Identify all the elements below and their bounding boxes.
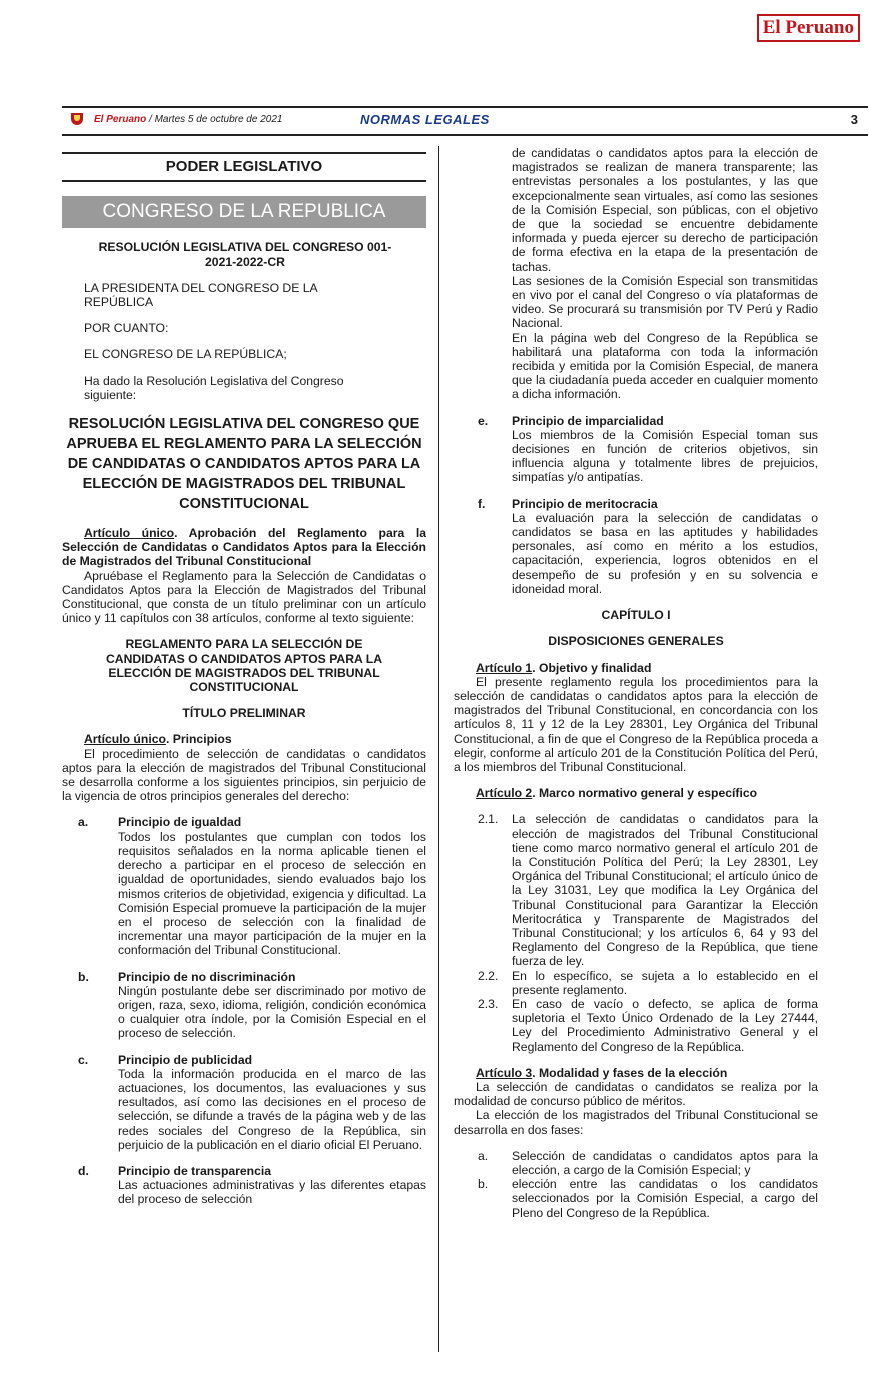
item-text: La evaluación para la selección de candidatas o candidatos se basa en las aptitudes y habilidades personales, así como en mérito a los estudios, capacitación, experiencia, logros obtenidos en el desempeño de su profesión y en su solvencia e idoneidad moral. (512, 510, 818, 596)
art3-item (454, 1149, 818, 1177)
left-column (62, 146, 426, 1352)
titulo-preliminar: TÍTULO PRELIMINAR (182, 706, 306, 721)
continued-text-1: de candidatas o candidatos aptos para la elección de magistrados se realizan de manera transparente; las entrevistas personales a los postulantes, y las que excepcionalmente sean virtuales, así como las sesiones de la Comisión Especial, son públicas, con el objetivo de que la sociedad se encuentre debidamente informada y pueda ejercer su derecho de participación de forma efectiva en la etapa de la presentación de tachas. (512, 146, 818, 274)
item-text: elección entre las candidatas o los candidatos seleccionados por la Comisión Especial, a cargo del Pleno del Congreso de la República. (512, 1177, 818, 1220)
president-line: LA PRESIDENTA DEL CONGRESO DE LA REPÚBLICA (84, 280, 317, 310)
item-label: b. (478, 1177, 489, 1192)
item-label: 2.2. (478, 968, 499, 983)
header-date: / Martes 5 de octubre de 2021 (146, 114, 283, 125)
item-text: Toda la información producida en el marco de las actuaciones, los documentos, las evaluaciones y sus resultados, así como las decisiones en el proceso de selección, se difunde a través de la página web y de las redes sociales del Congreso de la República, sin perjuicio de la publicación en el diario oficial El Peruano. (118, 1066, 426, 1152)
item-label: a. (78, 815, 89, 830)
item-label: 2.1. (478, 812, 499, 827)
item-title: Principio de transparencia (118, 1163, 272, 1178)
congress-banner: CONGRESO DE LA REPUBLICA (62, 196, 426, 228)
art-unico-heading (62, 526, 426, 569)
item-text: Todos los postulantes que cumplan con todos los requisitos señalados en la norma aplicable tienen el derecho a participar en el proceso de selección en igualdad de oportunidades, siendo evaluados bajo los mismos criterios de objetividad, exigencia y dificultad. La Comisión Especial promueve la participación de la mujer en el proceso de selección con la finalidad de incrementar una mayor participación de la mujer en la conformación del Tribunal Constitucional. (118, 829, 426, 958)
page-number: 3 (850, 112, 858, 127)
coat-of-arms-icon (68, 111, 86, 129)
principle-item (62, 970, 426, 1041)
art2-heading (454, 786, 818, 800)
item-text: Ningún postulante debe ser discriminado por motivo de origen, raza, sexo, idioma, religión, condición económica o cualquier otra índole, por la Comisión Especial en el proceso de selección. (118, 983, 426, 1041)
principios-heading (62, 732, 426, 746)
item-text: Las actuaciones administrativas y las diferentes etapas del proceso de selección (118, 1178, 426, 1207)
art2-title: . Marco normativo general y específico (532, 786, 758, 801)
big-resolution-title: RESOLUCIÓN LEGISLATIVA DEL CONGRESO QUE APRUEBA EL REGLAMENTO PARA LA SELECCIÓN DE CANDIDATAS O CANDIDATOS APTOS PARA LA ELECCIÓN DE MAGISTRADOS DEL TRIBUNAL CONSTITUCIONAL (66, 416, 422, 513)
principios-text: El procedimiento de selección de candidatas o candidatos aptos para la elección de magistrados del Tribunal Constitucional se desarrolla conforme a los siguientes principios, sin perjuicio de la vigencia de otros principios generales del derecho: (62, 746, 426, 804)
continued-text-2: Las sesiones de la Comisión Especial son transmitidas en vivo por el canal del Congreso o vía plataformas de video. Se procurará su transmisión por TV Perú y Radio Nacional. (512, 273, 818, 331)
header-publication (94, 114, 282, 125)
art-unico-text: Apruébase el Reglamento para la Selección de Candidatas o Candidatos Aptos para la Elección de Magistrados del Tribunal Constitucional, que consta de un título preliminar con un artículo único y 11 capítulos con 38 artículos, conforme al texto siguiente: (62, 568, 426, 626)
item-label: f. (478, 496, 486, 511)
page-header (62, 106, 868, 136)
art2-label: Artículo 2 (476, 786, 533, 801)
art3-label: Artículo 3 (476, 1065, 533, 1080)
right-column (454, 146, 818, 1352)
art3-item (454, 1177, 818, 1220)
art3-heading (454, 1066, 818, 1080)
principle-item (62, 815, 426, 957)
item-label: e. (478, 413, 489, 428)
principle-item (62, 1053, 426, 1152)
resolution-title: RESOLUCIÓN LEGISLATIVA DEL CONGRESO 001-2021-2022-CR (98, 240, 392, 269)
principle-item (454, 497, 818, 596)
art1-title: . Objetivo y finalidad (532, 660, 652, 675)
item-title: Principio de no discriminación (118, 969, 296, 984)
item-text: En caso de vacío o defecto, se aplica de forma supletoria el Texto Único Ordenado de la Ley 27444, Ley del Procedimiento Administrativo General y el Reglamento del Congreso de la República. (512, 996, 818, 1054)
art2-item (454, 997, 818, 1054)
art1-heading (454, 661, 818, 675)
principle-item (62, 1164, 426, 1207)
continued-text-3: En la página web del Congreso de la República se habilitará una plataforma con toda la información recibida y emitida por la Comisión Especial, de manera que la ciudadanía pueda acceder en cualquier momento a dicha información. (512, 330, 818, 402)
item-text: Selección de candidatas o candidatos aptos para la elección, a cargo de la Comisión Especial; y (512, 1148, 818, 1177)
art-unico-label: Artículo único (84, 526, 175, 541)
header-publication-name: El Peruano (94, 114, 147, 125)
item-title: Principio de igualdad (118, 815, 242, 830)
reglamento-title: REGLAMENTO PARA LA SELECCIÓN DE CANDIDATAS O CANDIDATOS APTOS PARA LA ELECCIÓN DE MAGISTRADOS DEL TRIBUNAL CONSTITUCIONAL (105, 637, 383, 695)
principle-item (454, 414, 818, 485)
item-label: a. (478, 1148, 489, 1163)
art2-item (454, 969, 818, 997)
art1-text: El presente reglamento regula los procedimientos para la selección de candidatas o candidatos aptos para la elección de magistrados del Tribunal Constitucional, en concordancia con los artículos 8, 11 y 12 de la Ley 28301, Ley Orgánica del Tribunal Constitucional, a fin de que el Congreso de la República proceda a elegir, conforme al artículo 201 de la Constitución Política del Perú, a los miembros del Tribunal Constitucional. (454, 674, 818, 774)
column-divider (438, 146, 439, 1352)
principios-label: Artículo único (84, 732, 166, 747)
item-text: En lo específico, se sujeta a lo establecido en el presente reglamento. (512, 968, 818, 997)
header-section: NORMAS LEGALES (360, 112, 490, 127)
art3-text-1: La selección de candidatas o candidatos se realiza por la modalidad de concurso público de méritos. (454, 1079, 818, 1109)
item-title: Principio de publicidad (118, 1052, 253, 1067)
chapter-title: CAPÍTULO I (601, 608, 671, 623)
item-label: c. (78, 1052, 89, 1067)
art2-item (454, 812, 818, 968)
art1-label: Artículo 1 (476, 660, 533, 675)
art-unico-title: . Aprobación del Reglamento para la Selección de Candidatas o Candidatos Aptos para la Elección de Magistrados del Tribunal Constitucional (62, 526, 426, 569)
congreso-line: EL CONGRESO DE LA REPÚBLICA; (84, 347, 287, 362)
ha-dado-line: Ha dado la Resolución Legislativa del Congreso siguiente: (84, 373, 344, 402)
chapter-subtitle: DISPOSICIONES GENERALES (548, 634, 724, 649)
item-text: Los miembros de la Comisión Especial toman sus decisiones en función de criterios objetivos, sin influencia alguna y totalmente libres de prejuicios, simpatías y/o antipatías. (512, 427, 818, 485)
art3-text-2: La elección de los magistrados del Tribunal Constitucional se desarrolla en dos fases: (454, 1108, 818, 1137)
item-label: 2.3. (478, 996, 499, 1011)
item-label: d. (78, 1163, 89, 1178)
item-title: Principio de imparcialidad (512, 413, 664, 428)
item-text: La selección de candidatas o candidatos para la elección de magistrados del Tribunal Constitucional tiene como marco normativo general el artículo 201 de la Constitución Política del Perú; la Ley 28301, Ley Orgánica del Tribunal Constitucional; el artículo único de la Ley 31031, Ley que modifica la Ley Orgánica del Tribunal Constitucional para Garantizar la Elección Meritocrática y Transparente de Magistrados del Tribunal Constitucional; y los artículos 6, 64 y 93 del Reglamento del Congreso de la República, que tiene fuerza de ley. (512, 812, 818, 969)
el-peruano-logo: El Peruano (757, 14, 860, 42)
art3-title: . Modalidad y fases de la elección (532, 1065, 728, 1080)
power-title: PODER LEGISLATIVO (62, 152, 426, 182)
newspaper-page (62, 6, 868, 1362)
item-title: Principio de meritocracia (512, 496, 658, 511)
principios-title: . Principios (165, 732, 232, 747)
por-cuanto: POR CUANTO: (84, 321, 169, 336)
item-label: b. (78, 969, 89, 984)
